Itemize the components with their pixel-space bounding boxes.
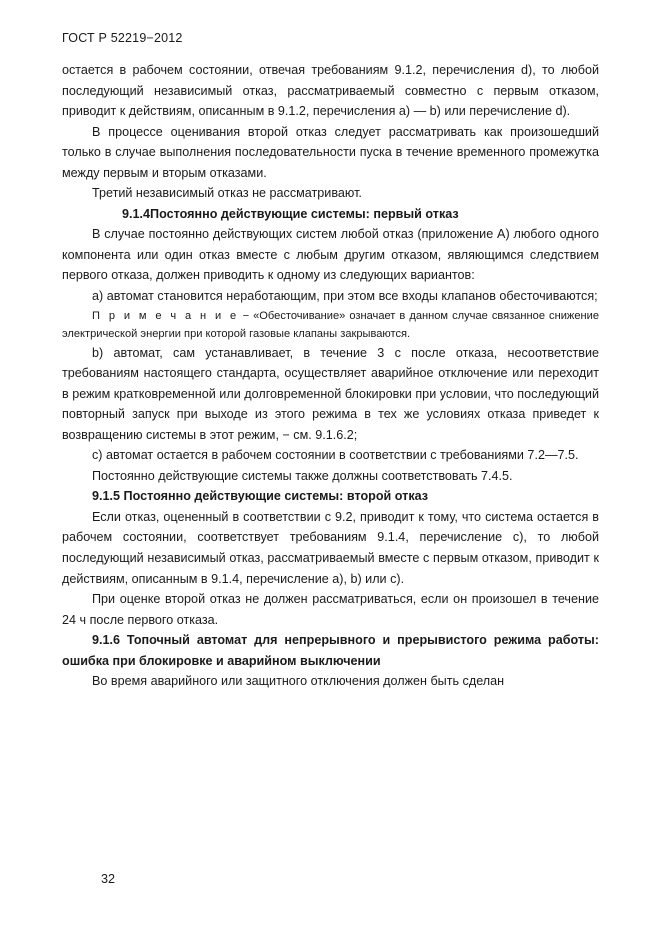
list-item-a: a) автомат становится неработающим, при этом все входы клапанов обесточиваются; (92, 289, 598, 304)
section-number: 9.1.5 (92, 489, 121, 504)
note (62, 307, 599, 343)
paragraph: В процессе оценивания второй отказ следует рассматривать как произошедший только в случае выполнения последовательности пуска в течение временного промежутка между первым и вторым отказами. (62, 124, 599, 180)
note-label: П р и м е ч а н и е (92, 309, 239, 322)
paragraph: При оценке второй отказ не должен рассматриваться, если он произошел в течение 24 ч после первого отказа. (62, 592, 599, 627)
section-heading-9-1-6: 9.1.6 Топочный автомат для непрерывного и прерывистого режима работы: ошибка при блокировке и аварийном выключении (62, 633, 599, 668)
section-heading-9-1-5 (62, 486, 599, 507)
list-item-c: c) автомат остается в рабочем состоянии в соответствии с требованиями 7.2—7.5. (92, 448, 579, 463)
paragraph: Третий независимый отказ не рассматривают. (92, 186, 362, 201)
list-item-b: b) автомат, сам устанавливает, в течение 3 с после отказа, несоответствие требованиям настоящего стандарта, осуществляет аварийное отключение или переходит в режим кратковременной или долговременной блокировки при условии, что последующий повторный запуск при выходе из этого режима в тех же условиях отказа приведет к возвращению системы в этот режим, − см. 9.1.6.2; (62, 345, 599, 442)
section-title: Постоянно действующие системы: первый отказ (150, 206, 459, 221)
section-heading-9-1-4 (62, 204, 599, 225)
paragraph: Во время аварийного или защитного отключения должен быть сделан (92, 674, 505, 689)
section-title: Постоянно действующие системы: второй отказ (123, 489, 429, 504)
section-number: 9.1.4 (122, 206, 151, 221)
note-text: − «Обесточивание» означает в данном случае связанное снижение электрической энергии при которой газовые клапаны закрываются. (62, 309, 599, 340)
document-header: ГОСТ Р 52219−2012 (62, 31, 183, 45)
paragraph: Если отказ, оцененный в соответствии с 9.2, приводит к тому, что система остается в рабочем состоянии, соответствует требованиям 9.1.4, перечисление c), то любой последующий независимый отказ, рассматриваемый вместе с первым отказом, приводит к действиям, описанным в 9.1.4, перечисление a), b) или c). (62, 509, 599, 586)
page-body (62, 60, 599, 692)
paragraph: В случае постоянно действующих систем любой отказ (приложение А) любого одного компонента или один отказ вместе с любым другим отказом, являющимся следствием первого отказа, должен приводить к одному из следующих вариантов: (62, 227, 599, 283)
page-number: 32 (101, 872, 116, 886)
paragraph: Постоянно действующие системы также должны соответствовать 7.4.5. (92, 468, 513, 483)
paragraph: остается в рабочем состоянии, отвечая требованиям 9.1.2, перечисления d), то любой последующий независимый отказ, рассматриваемый совместно с первым отказом, приводит к действиям, описанным в 9.1.2, перечисления a) — b) или перечисление d). (62, 63, 599, 119)
